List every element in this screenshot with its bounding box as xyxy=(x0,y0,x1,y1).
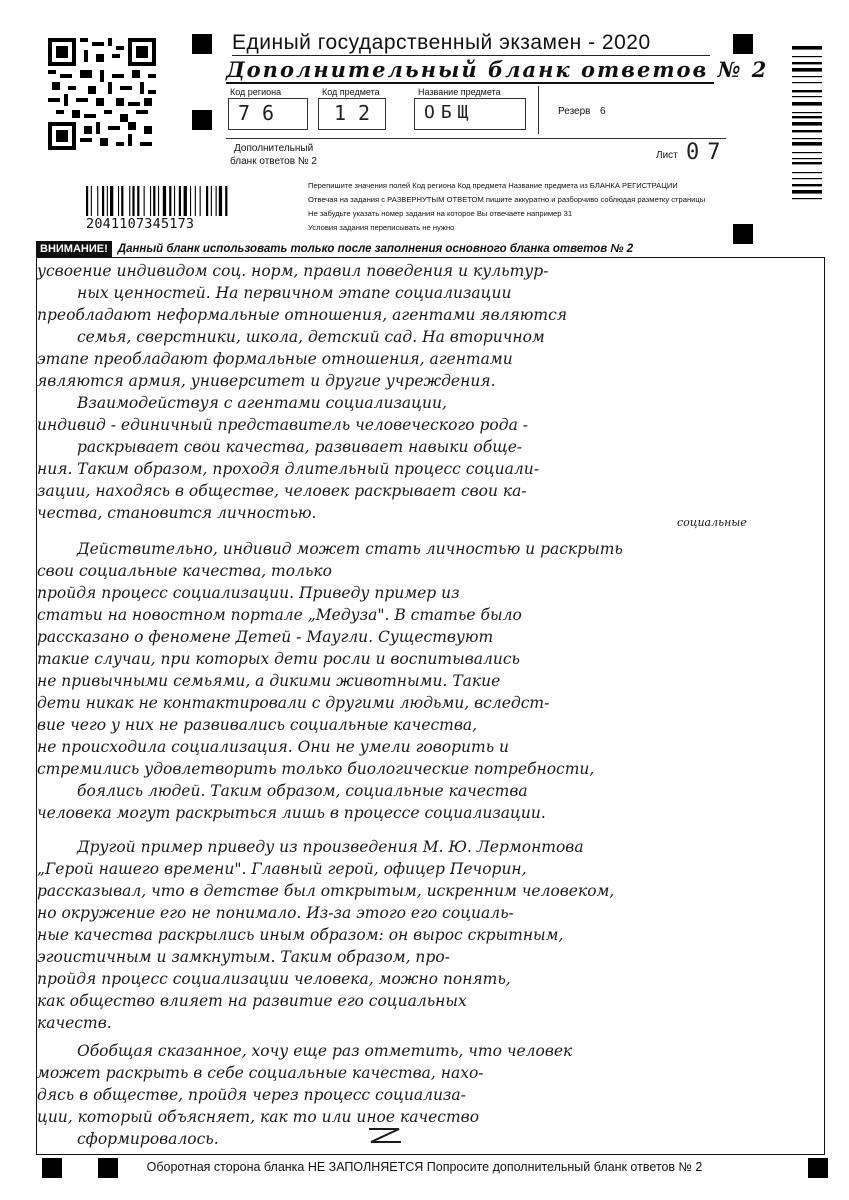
answer-line: являются армия, университет и другие учреждения. xyxy=(37,372,496,390)
answer-line: индивид - единичный представитель человеческого рода - xyxy=(37,416,528,434)
answer-line: преобладают неформальные отношения, агентами являются xyxy=(37,306,568,324)
answer-line: Обобщая сказанное, хочу еще раз отметить, что человек xyxy=(77,1042,573,1060)
answer-line: усвоение индивидом соц. норм, правил поведения и культур- xyxy=(37,262,549,280)
answer-line: ных ценностей. На первичном этапе социализации xyxy=(77,284,512,302)
answer-line: „Герой нашего времени". Главный герой, офицер Печорин, xyxy=(37,860,527,878)
answer-line: не привычными семьями, а дикими животными. Такие xyxy=(37,672,501,690)
answer-line: эгоистичным и замкнутым. Таким образом, про- xyxy=(37,948,450,966)
answer-line: ции, который объясняет, как то или иное качество xyxy=(37,1108,480,1126)
answer-line: вие чего у них не развивались социальные качества, xyxy=(37,716,478,734)
subject-name-value: ОБЩ xyxy=(424,102,475,123)
answer-line: качеств. xyxy=(37,1014,112,1032)
answer-line: Другой пример приведу из произведения М. Ю. Лермонтова xyxy=(77,838,584,856)
answer-line: ные качества раскрылись иным образом: он вырос скрытным, xyxy=(37,926,564,944)
qr-code xyxy=(48,38,156,150)
end-of-answer-mark xyxy=(365,1126,405,1146)
answer-line: зации, находясь в обществе, человек раскрывает свои ка- xyxy=(37,482,527,500)
answer-line: семья, сверстники, школа, детский сад. На вторичном xyxy=(77,328,545,346)
answer-line: свои социальные качества, только xyxy=(37,562,332,580)
answer-line: как общество влияет на развитие его социальных xyxy=(37,992,467,1010)
instruction-line-3: Не забудьте указать номер задания на которое Вы отвечаете например 31 xyxy=(308,209,573,218)
additional-blank-label-line1: Дополнительный xyxy=(234,143,314,154)
warning-badge: ВНИМАНИЕ! xyxy=(36,241,112,257)
answer-line: человека могут раскрыться лишь в процессе социализации. xyxy=(37,804,546,822)
answer-line: ния. Таким образом, проходя длительный процесс социали- xyxy=(37,460,539,478)
warning-text: Данный бланк использовать только после заполнения основного бланка ответов № 2 xyxy=(117,243,634,255)
side-barcode xyxy=(792,46,822,208)
region-code-value: 76 xyxy=(238,101,287,125)
registration-marker-top-left xyxy=(192,34,212,54)
answer-line: может раскрыть в себе социальные качества, нахо- xyxy=(37,1064,484,1082)
answer-line: рассказывал, что в детстве был открытым, искренним человеком, xyxy=(37,882,615,900)
answer-line: статьи на новостном портале „Медуза". В статье было xyxy=(37,606,522,624)
reserve-value: 6 xyxy=(600,106,606,117)
answer-line: чества, становится личностью. xyxy=(37,504,317,522)
answer-line: Взаимодействуя с агентами социализации, xyxy=(77,394,447,412)
answer-line: пройдя процесс социализации. Приведу пример из xyxy=(37,584,460,602)
answer-area[interactable] xyxy=(36,257,825,1155)
registration-marker-mid-left xyxy=(192,110,212,130)
answer-line: но окружение его не понимало. Из-за этого его социаль- xyxy=(37,904,514,922)
instruction-line-2: Отвечая на задания с РАЗВЕРНУТЫМ ОТВЕТОМ пишите аккуратно и разборчиво соблюдая разметку страницы xyxy=(308,195,706,204)
answer-line: не происходила социализация. Они не умели говорить и xyxy=(37,738,510,756)
answer-line: пройдя процесс социализации человека, можно понять, xyxy=(37,970,511,988)
header-divider xyxy=(226,138,726,139)
answer-margin-note: социальные xyxy=(677,516,747,529)
answer-line: Действительно, индивид может стать личностью и раскрыть xyxy=(77,540,623,558)
answer-line: раскрывает свои качества, развивает навыки обще- xyxy=(77,438,523,456)
blank-title: Дополнительный бланк ответов № 2 xyxy=(226,57,769,82)
additional-blank-label-line2: бланк ответов № 2 xyxy=(230,156,317,167)
instruction-line-4: Условия задания переписывать не нужно xyxy=(308,223,455,232)
answer-line: стремились удовлетворить только биологические потребности, xyxy=(37,760,595,778)
answer-line: такие случаи, при которых дети росли и воспитывались xyxy=(37,650,520,668)
answer-line: этапе преобладают формальные отношения, агентами xyxy=(37,350,513,368)
answer-line: рассказано о феномене Детей - Маугли. Существуют xyxy=(37,628,494,646)
exam-title: Единый государственный экзамен - 2020 xyxy=(232,30,710,56)
warning-row xyxy=(36,241,825,257)
answer-line: сформировалось. xyxy=(77,1130,219,1148)
registration-marker-top-right xyxy=(733,34,753,54)
footer-note: Оборотная сторона бланка НЕ ЗАПОЛНЯЕТСЯ Попросите дополнительный бланк ответов № 2 xyxy=(146,1160,703,1174)
instruction-line-1: Перепишите значения полей Код региона Код предмета Название предмета из БЛАНКА РЕГИСТРАЦИИ xyxy=(308,181,678,190)
answer-line: дети никак не контактировали с другими людьми, вследст- xyxy=(37,694,550,712)
region-code-label: Код региона xyxy=(230,87,282,97)
answer-line: дясь в обществе, пройдя через процесс социализа- xyxy=(37,1086,466,1104)
subject-code-label: Код предмета xyxy=(322,87,380,97)
sheet-value: 07 xyxy=(686,140,729,165)
subject-code-value: 12 xyxy=(334,101,383,125)
answer-line: боялись людей. Таким образом, социальные качества xyxy=(77,782,528,800)
subject-name-label: Название предмета xyxy=(418,87,501,97)
sheet-label: Лист xyxy=(656,150,678,161)
barcode-number: 2041107345173 xyxy=(86,216,268,232)
reserve-label: Резерв xyxy=(558,106,591,117)
